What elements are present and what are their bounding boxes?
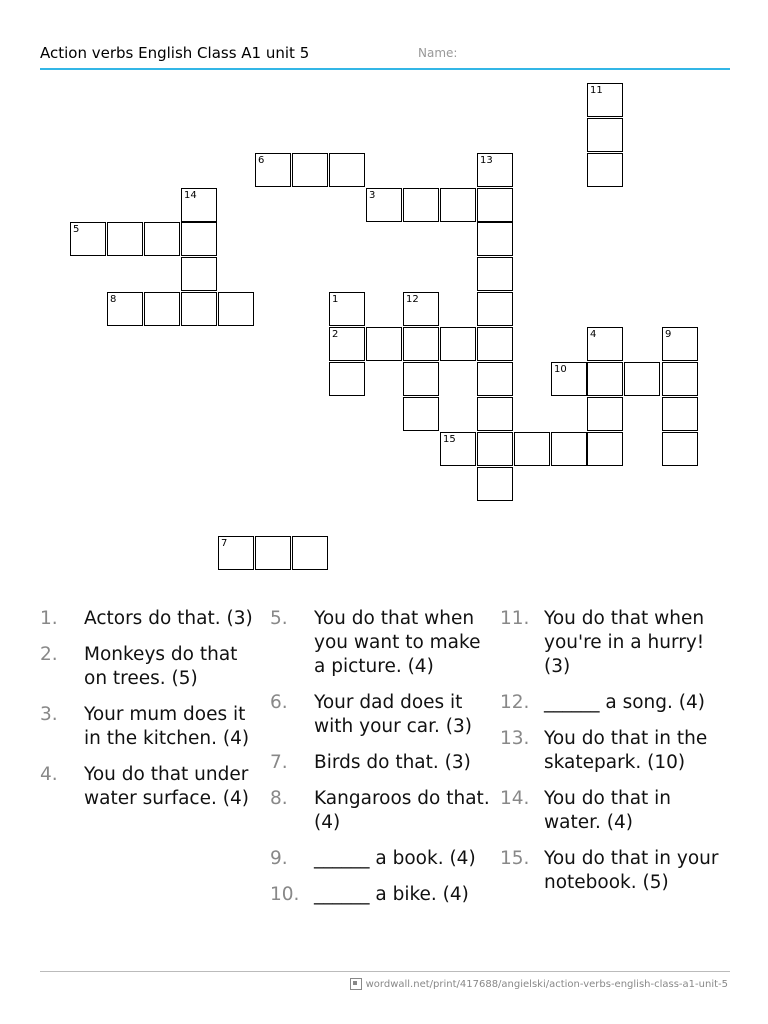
crossword-cell[interactable]: [587, 362, 623, 396]
clue-number: 7.: [270, 752, 288, 773]
clue-item: [270, 787, 490, 835]
clue-item: [270, 607, 490, 679]
crossword-cell[interactable]: [144, 222, 180, 256]
clue-number: 12.: [500, 692, 530, 713]
clue-text: Birds do that. (3): [314, 752, 471, 773]
clue-text: You do that in your notebook. (5): [544, 848, 719, 893]
cell-number: 3: [369, 190, 376, 201]
crossword-cell[interactable]: [587, 153, 623, 187]
clue-item: [500, 847, 720, 895]
crossword-cell[interactable]: [366, 188, 402, 222]
clue-item: [270, 847, 490, 871]
crossword-cell[interactable]: [403, 292, 439, 326]
cell-number: 9: [665, 329, 672, 340]
clue-item: [40, 643, 260, 691]
cell-number: 5: [73, 224, 80, 235]
crossword-cell[interactable]: [329, 327, 365, 361]
clue-item: [40, 607, 260, 631]
crossword-cell[interactable]: [440, 432, 476, 466]
clue-text: Your dad does it with your car. (3): [314, 692, 472, 737]
crossword-cell[interactable]: [440, 188, 476, 222]
cell-number: 15: [443, 434, 456, 445]
crossword-cell[interactable]: [477, 188, 513, 222]
crossword-cell[interactable]: [329, 153, 365, 187]
clues-column-3: [500, 607, 720, 907]
clue-number: 9.: [270, 848, 288, 869]
clue-item: [500, 727, 720, 775]
crossword-cell[interactable]: [477, 467, 513, 501]
clue-item: [500, 787, 720, 835]
crossword-cell[interactable]: [477, 362, 513, 396]
crossword-cell[interactable]: [662, 432, 698, 466]
clue-number: 4.: [40, 764, 58, 785]
crossword-cell[interactable]: [587, 432, 623, 466]
cell-number: 7: [221, 538, 228, 549]
cell-number: 12: [406, 294, 419, 305]
crossword-cell[interactable]: [403, 397, 439, 431]
cell-number: 14: [184, 190, 197, 201]
crossword-cell[interactable]: [551, 362, 587, 396]
cell-number: 1: [332, 294, 339, 305]
crossword-cell[interactable]: [292, 153, 328, 187]
cell-number: 11: [590, 85, 603, 96]
name-label: Name:: [418, 46, 458, 60]
clue-number: 2.: [40, 644, 58, 665]
footer-divider: [40, 971, 730, 972]
crossword-cell[interactable]: [403, 188, 439, 222]
clue-number: 8.: [270, 788, 288, 809]
clue-item: [40, 763, 260, 811]
crossword-cell[interactable]: [477, 257, 513, 291]
crossword-cell[interactable]: [366, 327, 402, 361]
footer-url[interactable]: wordwall.net/print/417688/angielski/action-verbs-english-class-a1-unit-5: [365, 978, 728, 990]
footer: [350, 978, 728, 990]
crossword-cell[interactable]: [255, 536, 291, 570]
clue-number: 11.: [500, 608, 530, 629]
clue-text: Your mum does it in the kitchen. (4): [84, 704, 250, 749]
clue-text: You do that in the skatepark. (10): [544, 728, 708, 773]
crossword-cell[interactable]: [624, 362, 660, 396]
clue-text: You do that when you're in a hurry! (3): [544, 608, 705, 677]
clue-text: You do that under water surface. (4): [84, 764, 249, 809]
crossword-cell[interactable]: [218, 292, 254, 326]
crossword-cell[interactable]: [329, 292, 365, 326]
clue-item: [40, 703, 260, 751]
crossword-cell[interactable]: [514, 432, 550, 466]
crossword-cell[interactable]: [477, 327, 513, 361]
crossword-cell[interactable]: [477, 397, 513, 431]
clue-number: 13.: [500, 728, 530, 749]
worksheet-title: Action verbs English Class A1 unit 5: [40, 44, 310, 62]
clue-item: [500, 691, 720, 715]
clue-text: Kangaroos do that. (4): [314, 788, 490, 833]
crossword-cell[interactable]: [477, 292, 513, 326]
clues-column-1: [40, 607, 260, 823]
crossword-cell[interactable]: [181, 292, 217, 326]
clue-number: 10.: [270, 884, 300, 905]
crossword-cell[interactable]: [218, 536, 254, 570]
wordwall-icon: [350, 978, 362, 990]
cell-number: 6: [258, 155, 265, 166]
clue-text: You do that when you want to make a picture. (4): [314, 608, 481, 677]
crossword-cell[interactable]: [403, 362, 439, 396]
clue-text: ______ a bike. (4): [314, 884, 469, 905]
clue-text: ______ a book. (4): [314, 848, 476, 869]
clue-text: ______ a song. (4): [544, 692, 705, 713]
clues-column-2: [270, 607, 490, 919]
clue-number: 3.: [40, 704, 58, 725]
crossword-cell[interactable]: [181, 257, 217, 291]
clue-number: 15.: [500, 848, 530, 869]
crossword-cell[interactable]: [662, 397, 698, 431]
crossword-cell[interactable]: [477, 432, 513, 466]
crossword-cell[interactable]: [551, 432, 587, 466]
crossword-cell[interactable]: [107, 292, 143, 326]
clue-item: [500, 607, 720, 679]
crossword-cell[interactable]: [440, 327, 476, 361]
crossword-cell[interactable]: [292, 536, 328, 570]
crossword-cell[interactable]: [144, 292, 180, 326]
crossword-cell[interactable]: [255, 153, 291, 187]
crossword-cell[interactable]: [587, 83, 623, 117]
clue-number: 14.: [500, 788, 530, 809]
clue-number: 6.: [270, 692, 288, 713]
cell-number: 2: [332, 329, 339, 340]
clue-number: 1.: [40, 608, 58, 629]
crossword-cell[interactable]: [662, 327, 698, 361]
clue-item: [270, 751, 490, 775]
crossword-cell[interactable]: [587, 327, 623, 361]
cell-number: 10: [554, 364, 567, 375]
clue-number: 5.: [270, 608, 288, 629]
crossword-cell[interactable]: [477, 153, 513, 187]
crossword-cell[interactable]: [587, 397, 623, 431]
crossword-cell[interactable]: [587, 118, 623, 152]
crossword-cell[interactable]: [70, 222, 106, 256]
crossword-cell[interactable]: [329, 362, 365, 396]
crossword-cell[interactable]: [107, 222, 143, 256]
clue-item: [270, 883, 490, 907]
cell-number: 8: [110, 294, 117, 305]
crossword-cell[interactable]: [181, 222, 217, 256]
crossword-cell[interactable]: [662, 362, 698, 396]
crossword-cell[interactable]: [477, 222, 513, 256]
clue-text: Monkeys do that on trees. (5): [84, 644, 238, 689]
cell-number: 13: [480, 155, 493, 166]
clue-text: Actors do that. (3): [84, 608, 253, 629]
clue-item: [270, 691, 490, 739]
clue-text: You do that in water. (4): [544, 788, 672, 833]
crossword-cell[interactable]: [181, 188, 217, 222]
crossword-cell[interactable]: [403, 327, 439, 361]
cell-number: 4: [590, 329, 597, 340]
